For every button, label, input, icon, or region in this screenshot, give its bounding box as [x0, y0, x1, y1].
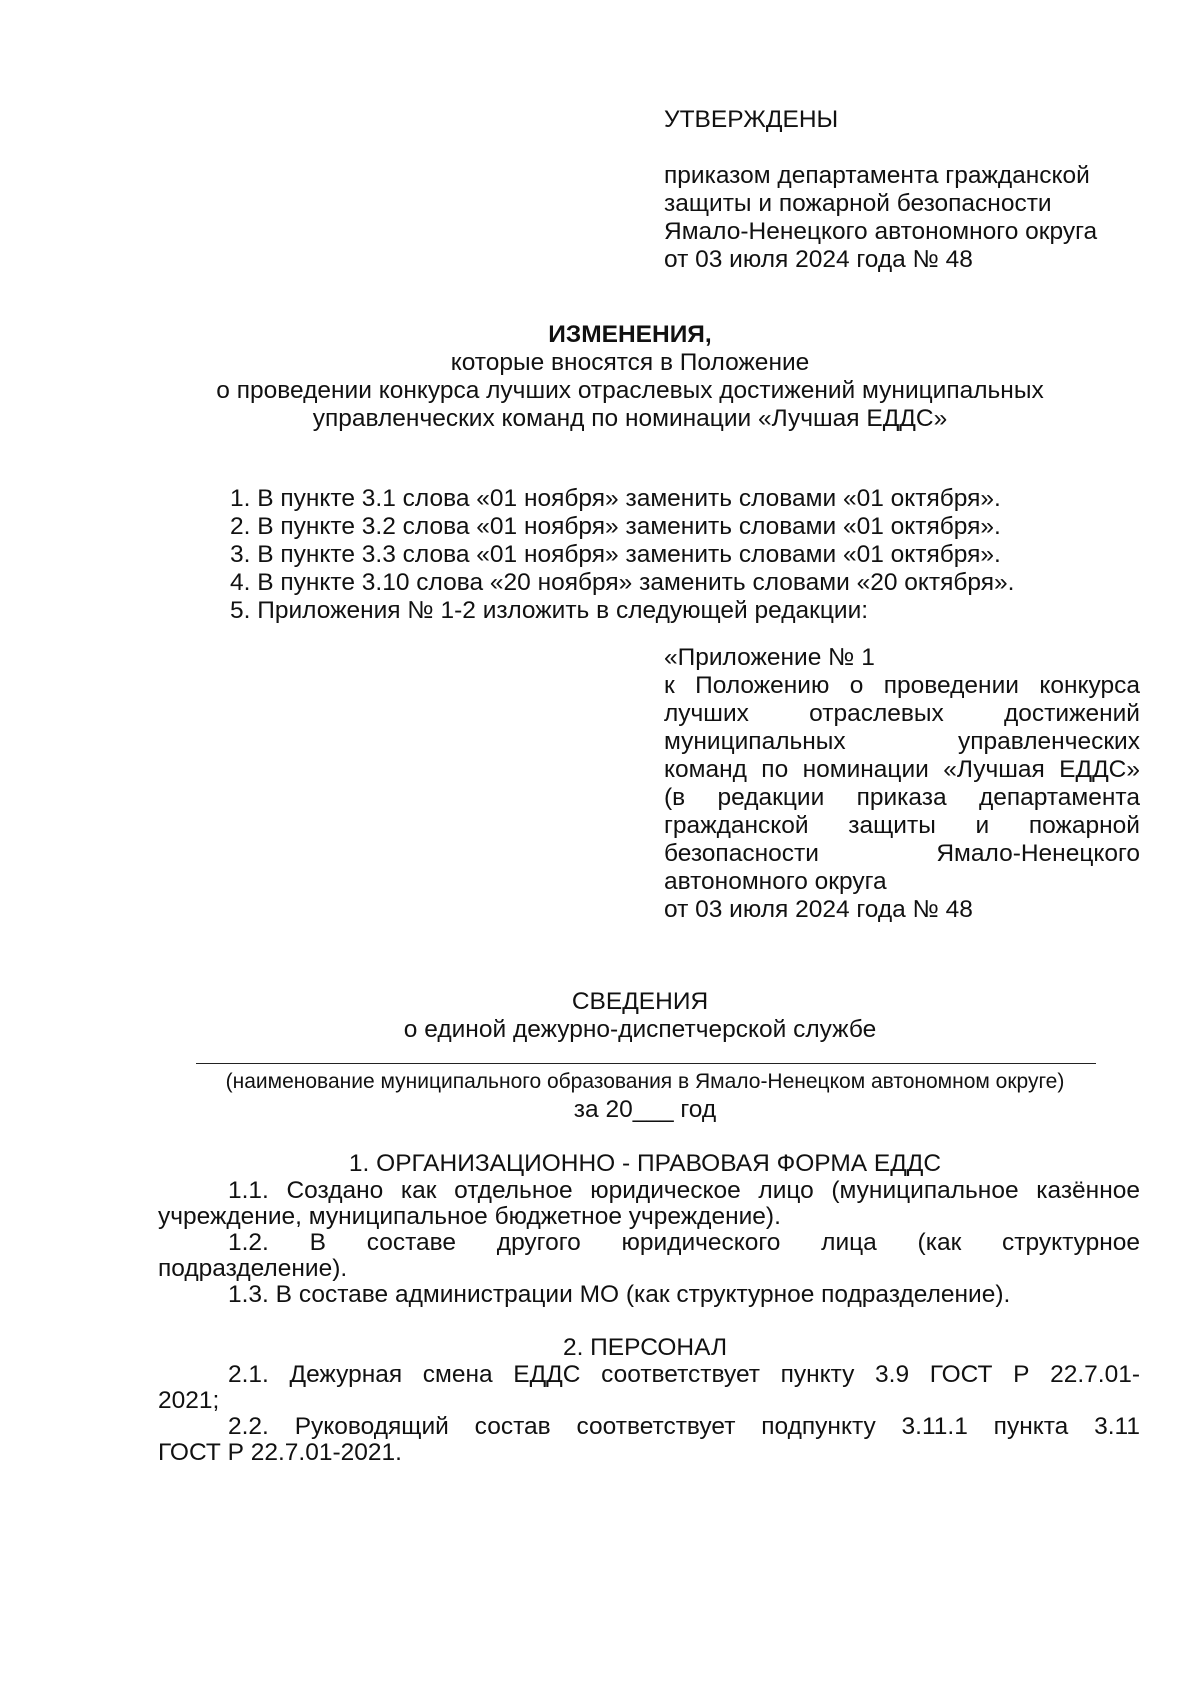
appendix-line: автономного округа	[664, 868, 887, 895]
appendix-line: муниципальных управленческих	[664, 728, 1140, 755]
appendix-line: безопасности Ямало-Ненецкого	[664, 840, 1140, 867]
paragraph-line: 1.3. В составе администрации МО (как структурное подразделение).	[228, 1281, 1011, 1308]
changes-subtitle-line: о проведении конкурса лучших отраслевых достижений муниципальных	[216, 377, 1044, 404]
paragraph-line: 1.1. Создано как отдельное юридическое лицо (муниципальное казённое	[228, 1177, 1140, 1204]
appendix-line: команд по номинации «Лучшая ЕДДС»	[664, 756, 1140, 783]
paragraph-line: подразделение).	[158, 1255, 348, 1282]
svedenia-subtitle: о единой дежурно-диспетчерской службе	[403, 1016, 877, 1043]
paragraph-line: 2.2. Руководящий состав соответствует подпункту 3.11.1 пункта 3.11	[228, 1413, 1140, 1440]
paragraph-line: учреждение, муниципальное бюджетное учреждение).	[158, 1203, 781, 1230]
list-item: 3. В пункте 3.3 слова «01 ноября» заменить словами «01 октября».	[230, 541, 1001, 568]
section2-paragraphs	[158, 1362, 1140, 1466]
changes-title: ИЗМЕНЕНИЯ,	[548, 321, 712, 348]
changes-title-block	[150, 321, 1110, 433]
paragraph-line: 1.2. В составе другого юридического лица (как структурное	[228, 1229, 1140, 1256]
appendix-line: гражданской защиты и пожарной	[664, 812, 1140, 839]
svedenia-title: СВЕДЕНИЯ	[571, 988, 709, 1015]
year-line: за 20___ год	[573, 1096, 717, 1123]
appendix-header-block	[664, 644, 1140, 924]
section-heading-2: 2. ПЕРСОНАЛ	[562, 1334, 728, 1361]
appendix-line: лучших отраслевых достижений	[664, 700, 1140, 727]
section1-paragraphs	[158, 1178, 1140, 1308]
municipality-caption: (наименование муниципального образования в Ямало-Ненецком автономном округе)	[225, 1070, 1065, 1093]
approval-line: Ямало-Ненецкого автономного округа	[664, 218, 1098, 245]
appendix-line: (в редакции приказа департамента	[664, 784, 1140, 811]
list-item: 2. В пункте 3.2 слова «01 ноября» заменить словами «01 октября».	[230, 513, 1001, 540]
changes-subtitle-line: которые вносятся в Положение	[450, 349, 810, 376]
list-item: 4. В пункте 3.10 слова «20 ноября» заменить словами «20 октября».	[230, 569, 1015, 596]
approval-line: от 03 июля 2024 года № 48	[664, 246, 973, 273]
appendix-line: «Приложение № 1	[664, 644, 875, 671]
changes-list	[230, 485, 1130, 625]
approval-line: приказом департамента гражданской	[664, 162, 1090, 189]
svedenia-block	[150, 988, 1130, 1044]
appendix-line: к Положению о проведении конкурса	[664, 672, 1140, 699]
paragraph-line: 2021;	[158, 1387, 220, 1414]
approval-heading: УТВЕРЖДЕНЫ	[664, 106, 839, 133]
approval-block	[664, 106, 1144, 274]
list-item: 5. Приложения № 1-2 изложить в следующей редакции:	[230, 597, 869, 624]
list-item: 1. В пункте 3.1 слова «01 ноября» заменить словами «01 октября».	[230, 485, 1001, 512]
changes-subtitle-line: управленческих команд по номинации «Лучшая ЕДДС»	[312, 405, 948, 432]
municipality-name-line	[196, 1063, 1096, 1064]
paragraph-line: ГОСТ Р 22.7.01-2021.	[158, 1439, 402, 1466]
section-heading-1: 1. ОРГАНИЗАЦИОННО - ПРАВОВАЯ ФОРМА ЕДДС	[348, 1150, 942, 1177]
appendix-line: от 03 июля 2024 года № 48	[664, 896, 973, 923]
paragraph-line: 2.1. Дежурная смена ЕДДС соответствует пункту 3.9 ГОСТ Р 22.7.01-	[228, 1361, 1140, 1388]
approval-line: защиты и пожарной безопасности	[664, 190, 1052, 217]
